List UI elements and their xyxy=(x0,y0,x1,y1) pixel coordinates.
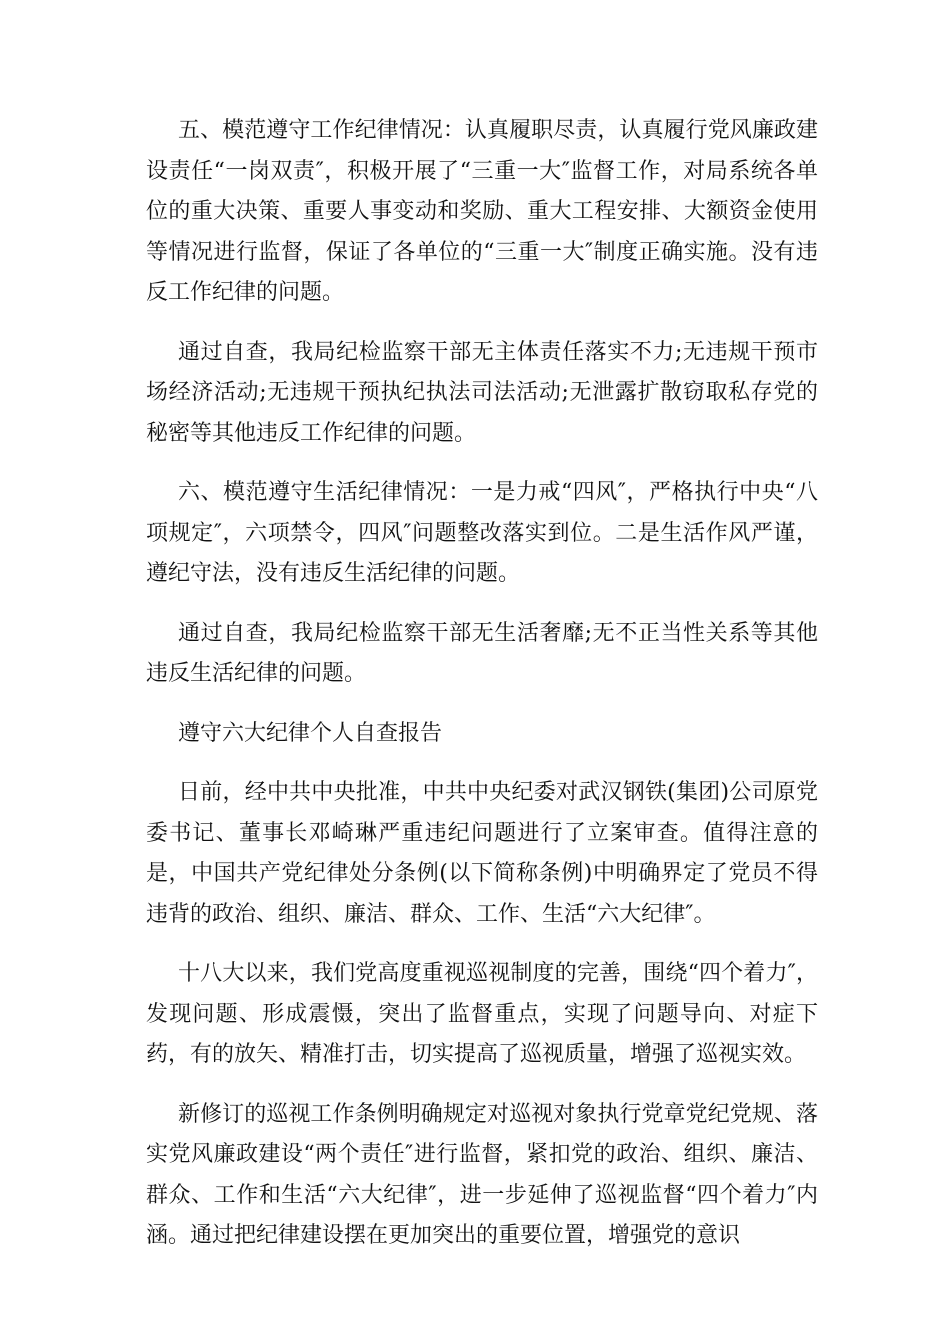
document-body xyxy=(146,111,818,1276)
paragraph-life-discipline: 六、模范遵守生活纪律情况：一是力戒“四风″，严格执行中央“八项规定″，六项禁令，四风″问题整改落实到位。二是生活作风严谨，遵纪守法，没有违反生活纪律的问题。 xyxy=(146,480,818,586)
section-title: 遵守六大纪律个人自查报告 xyxy=(178,720,443,746)
paragraph-case-review: 日前，经中共中央批准，中共中央纪委对武汉钢铁(集团)公司原党委书记、董事长邓崎琳严重违纪问题进行了立案审查。值得注意的是，中国共产党纪律处分条例(以下简称条例)中明确界定了党员不得违背的政治、组织、廉洁、群众、工作、生活“六大纪律″。 xyxy=(146,780,818,927)
paragraph-inspection-system: 十八大以来，我们党高度重视巡视制度的完善，围绕“四个着力″，发现问题、形成震慑，突出了监督重点，实现了问题导向、对症下药，有的放矢、精准打击，切实提高了巡视质量，增强了巡视实效。 xyxy=(146,961,818,1067)
paragraph-work-discipline: 五、模范遵守工作纪律情况：认真履职尽责，认真履行党风廉政建设责任“一岗双责″，积极开展了“三重一大″监督工作，对局系统各单位的重大决策、重要人事变动和奖励、重大工程安排、大额资金使用等情况进行监督，保证了各单位的“三重一大″制度正确实施。没有违反工作纪律的问题。 xyxy=(146,118,818,305)
paragraph-life-discipline-selfcheck: 通过自查，我局纪检监察干部无生活奢靡;无不正当性关系等其他违反生活纪律的问题。 xyxy=(146,620,818,686)
paragraph-work-discipline-selfcheck: 通过自查，我局纪检监察干部无主体责任落实不力;无违规干预市场经济活动;无违规干预执纪执法司法活动;无泄露扩散窃取私存党的秘密等其他违反工作纪律的问题。 xyxy=(146,339,818,446)
paragraph-inspection-regulations: 新修订的巡视工作条例明确规定对巡视对象执行党章党纪党规、落实党风廉政建设“两个责任″进行监督，紧扣党的政治、组织、廉洁、群众、工作和生活“六大纪律″，进一步延伸了巡视监督“四个着力″内涵。通过把纪律建设摆在更加突出的重要位置，增强党的意识 xyxy=(146,1101,818,1248)
